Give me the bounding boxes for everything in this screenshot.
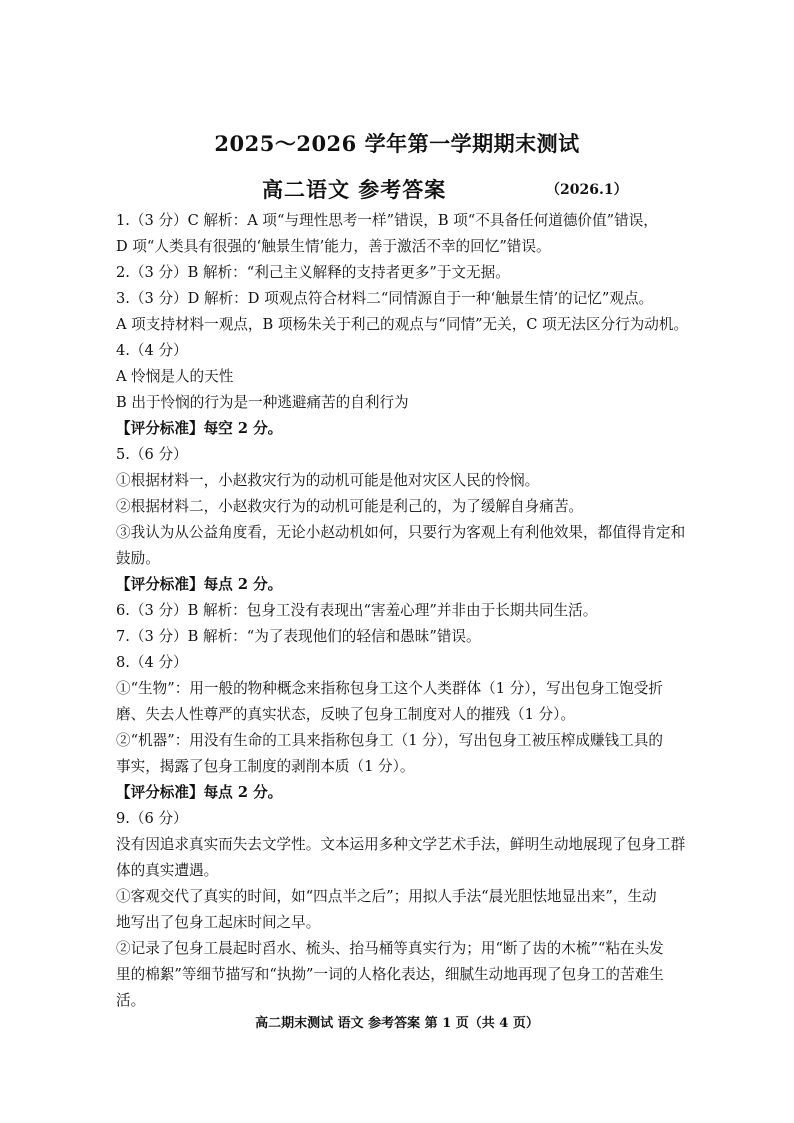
answer-line: A 项支持材料一观点，B 项杨朱关于利己的观点与“同情”无关，C 项无法区分行为动机。: [116, 316, 689, 333]
exam-date: （2026.1）: [546, 182, 628, 198]
answer-line: 鼓励。: [116, 550, 160, 567]
answer-line: 3.（3 分）D 解析：D 项观点符合材料二“同情源自于一种‘触景生情’的记忆”观点。: [116, 290, 654, 307]
answer-line: 5.（6 分）: [116, 446, 188, 463]
answer-line: 7.（3 分）B 解析：“为了表现他们的轻信和愚昧”错误。: [116, 628, 481, 645]
answer-line: 没有因追求真实而失去文学性。文本运用多种文学艺术手法，鲜明生动地展现了包身工群: [116, 836, 686, 853]
scoring-standard: 【评分标准】每点 2 分。: [116, 576, 283, 593]
page-subtitle: 高二语文 参考答案: [262, 177, 447, 202]
answer-line: 里的棉絮”等细节描写和“执拗”一词的人格化表达，细腻生动地再现了包身工的苦难生: [116, 966, 664, 983]
answer-line: 活。: [116, 992, 146, 1009]
answer-line: ①根据材料一，小赵救灾行为的动机可能是他对灾区人民的怜悯。: [116, 472, 540, 489]
answer-line: 8.（4 分）: [116, 654, 188, 671]
answer-line: D 项“人类具有很强的‘触景生情’能力，善于激活不幸的回忆”错误。: [116, 238, 551, 255]
answer-line: ②记录了包身工晨起时舀水、梳头、抬马桶等真实行为；用“断了齿的木梳”“粘在头发: [116, 940, 664, 957]
answer-line: ①客观交代了真实的时间，如“四点半之后”；用拟人手法“晨光胆怯地显出来”，生动: [116, 888, 657, 905]
answer-line: ①“生物”：用一般的物种概念来指称包身工这个人类群体（1 分），写出包身工饱受折: [116, 680, 663, 697]
answer-content: [116, 208, 712, 1014]
answer-line: 2.（3 分）B 解析：“利己主义解释的支持者更多”于文无据。: [116, 264, 510, 281]
subtitle-row: [0, 174, 794, 204]
answer-line: 4.（4 分）: [116, 342, 188, 359]
scoring-standard: 【评分标准】每点 2 分。: [116, 784, 283, 801]
answer-line: ②根据材料二，小赵救灾行为的动机可能是利己的，为了缓解自身痛苦。: [116, 498, 584, 515]
answer-line: 体的真实遭遇。: [116, 862, 219, 879]
answer-line: ②“机器”：用没有生命的工具来指称包身工（1 分），写出包身工被压榨成赚钱工具的: [116, 732, 663, 749]
answer-line: 9.（6 分）: [116, 810, 188, 827]
answer-line: A 怜悯是人的天性: [116, 368, 234, 385]
page-footer: 高二期末测试 语文 参考答案 第 1 页（共 4 页）: [255, 1016, 539, 1031]
scoring-standard: 【评分标准】每空 2 分。: [116, 420, 283, 437]
answer-line: ③我认为从公益角度看，无论小赵动机如何，只要行为客观上有利他效果，都值得肯定和: [116, 524, 686, 541]
answer-line: 1.（3 分）C 解析：A 项“与理性思考一样”错误，B 项“不具备任何道德价值”错误，: [116, 212, 658, 229]
page-title: 2025～2026 学年第一学期期末测试: [214, 131, 580, 156]
answer-line: B 出于怜悯的行为是一种逃避痛苦的自利行为: [116, 394, 409, 411]
answer-line: 事实，揭露了包身工制度的剥削本质（1 分）。: [116, 758, 415, 775]
answer-line: 磨、失去人性尊严的真实状态，反映了包身工制度对人的摧残（1 分）。: [116, 706, 576, 723]
answer-line: 6.（3 分）B 解析：包身工没有表现出“害羞心理”并非由于长期共同生活。: [116, 602, 598, 619]
answer-line: 地写出了包身工起床时间之早。: [116, 914, 321, 931]
